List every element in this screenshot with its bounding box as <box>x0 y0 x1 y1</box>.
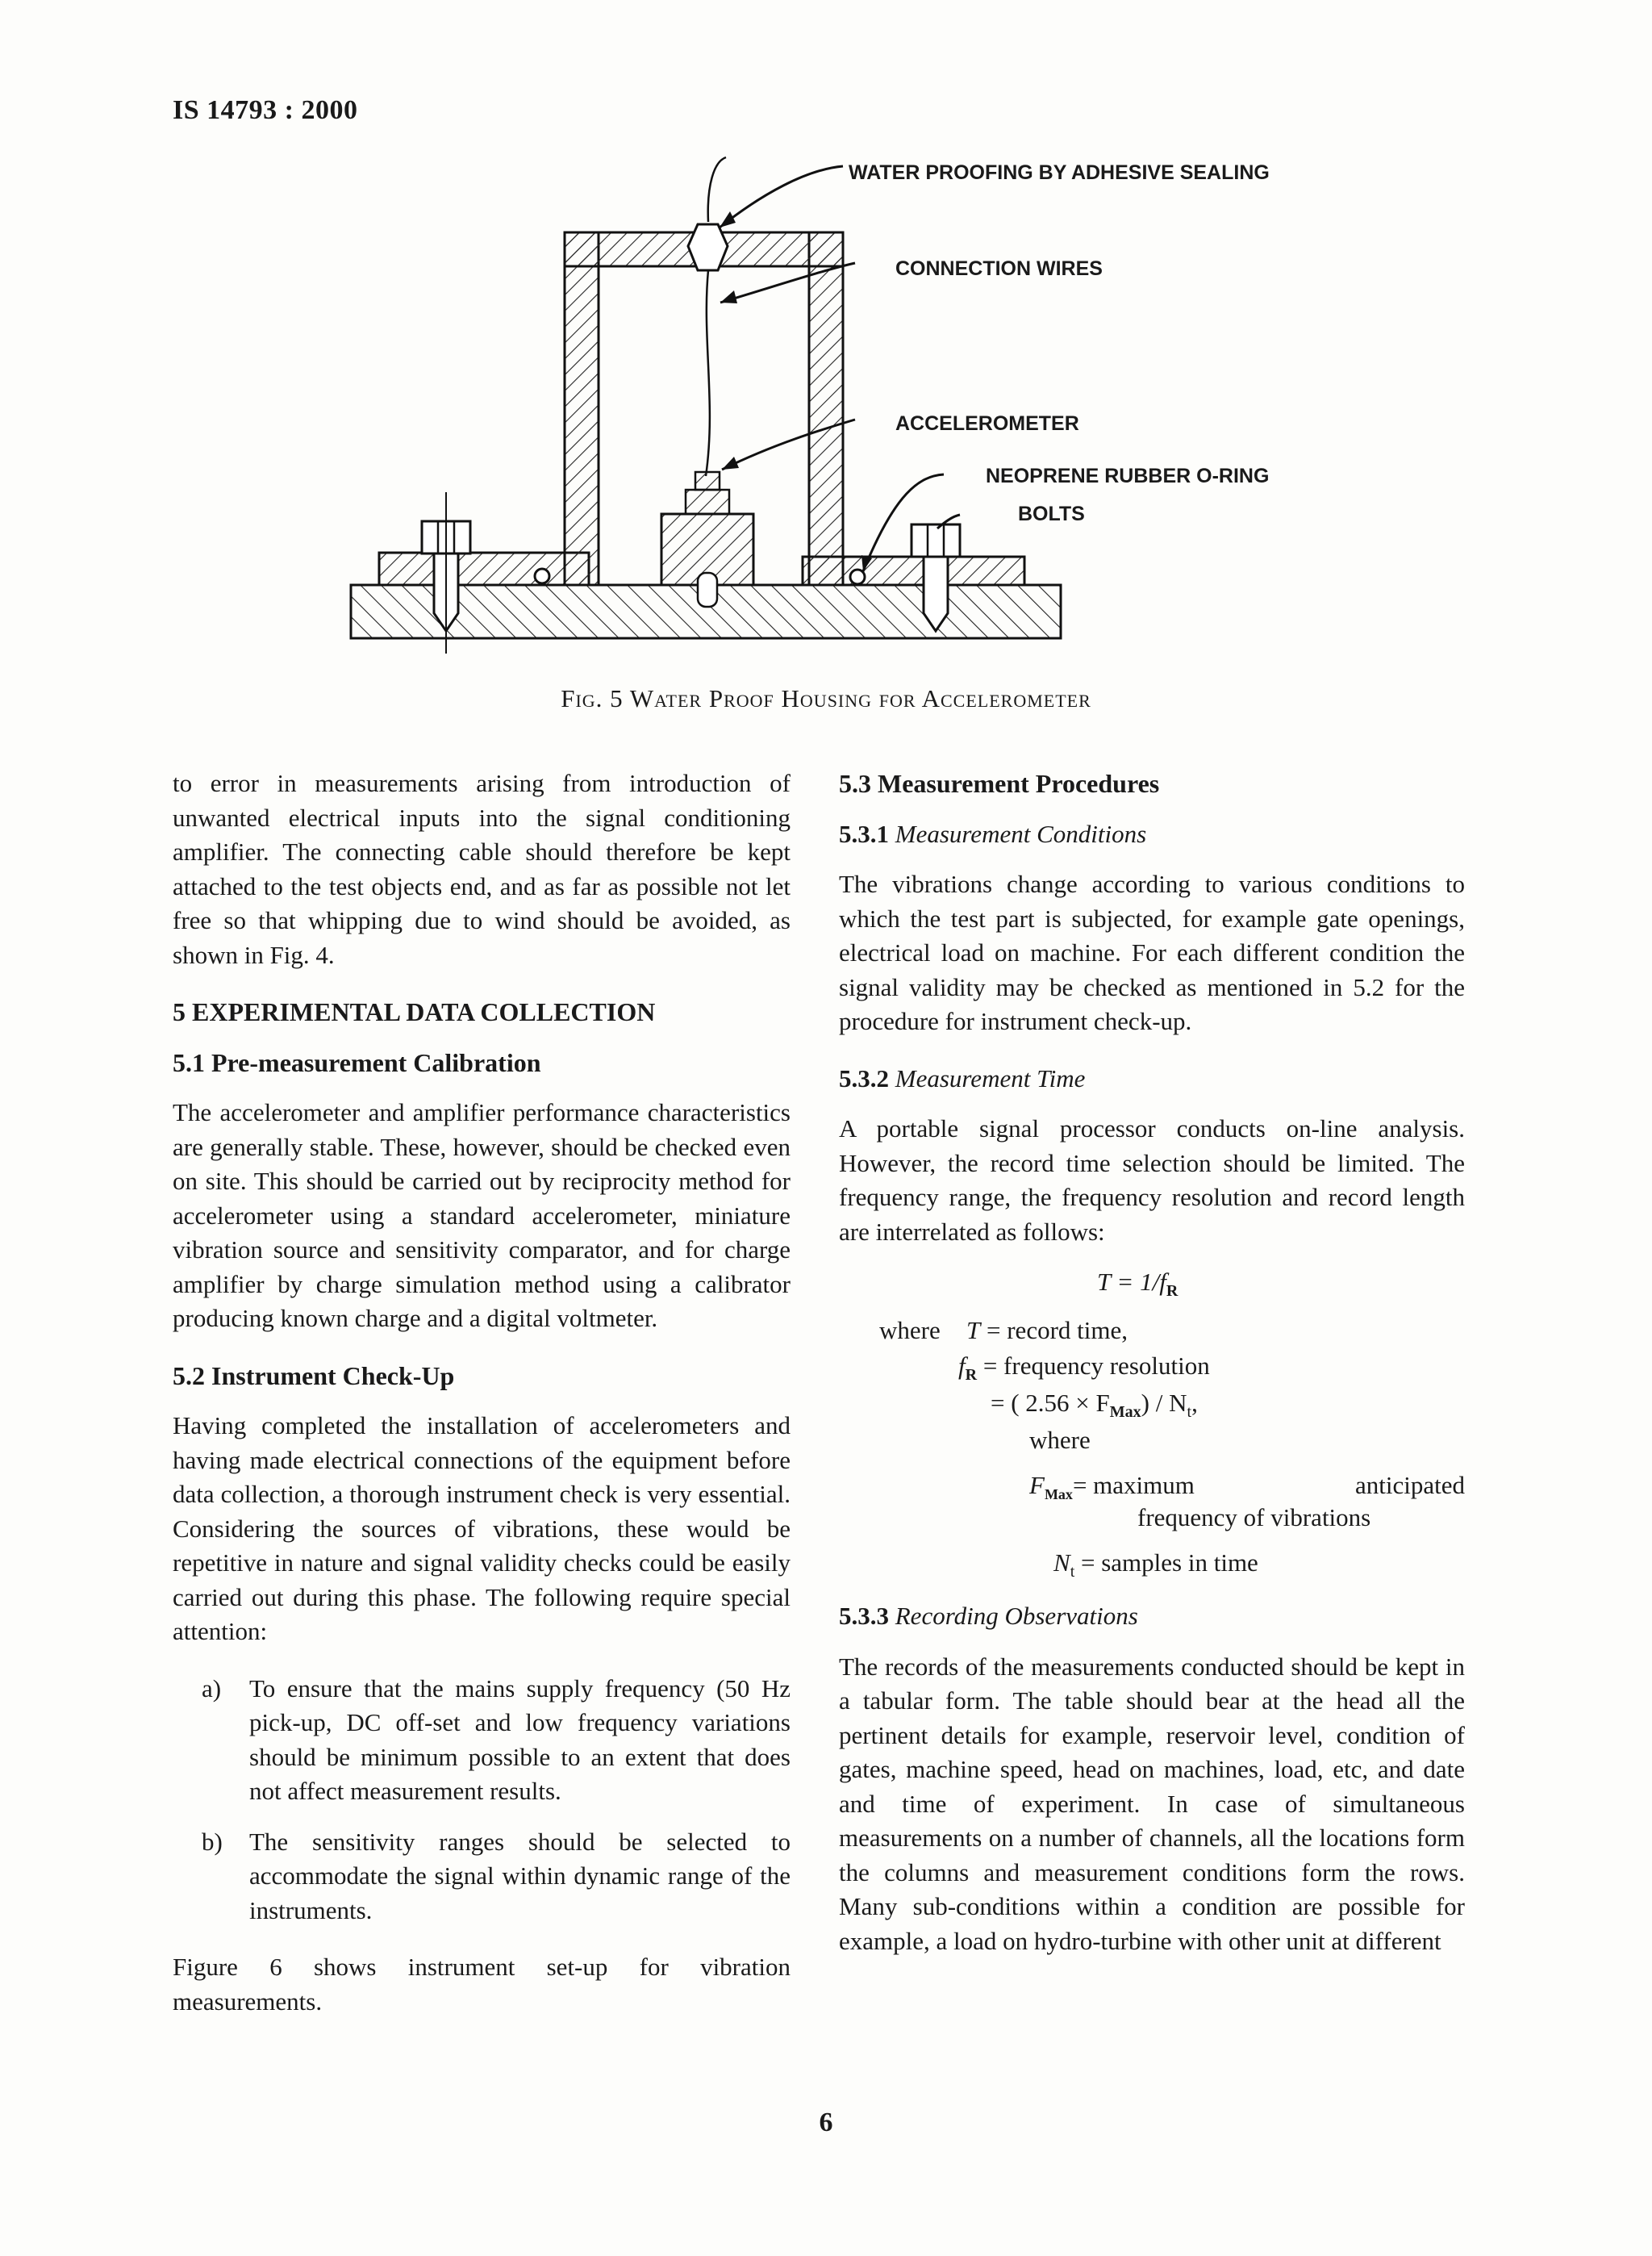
section-heading-5: 5 EXPERIMENTAL DATA COLLECTION <box>173 997 656 1026</box>
figure-caption: Fig. 5 Water Proof Housing for Accelerometer <box>561 684 1091 712</box>
Fmax-definition-2: frequency of vibrations <box>1137 1503 1371 1531</box>
variable-Nt: $N_t$ = samples in time <box>1053 1548 1258 1581</box>
variable-Fmax: $F_{Max}=$ maximum anticipated <box>1029 1471 1465 1503</box>
housing-left-wall <box>565 232 599 585</box>
paragraph-calibration: The accelerometer and amplifier performance characteristics are generally stable. These, however, should be checked even on site. This should be carried out by reciprocity method for accelerometer using a standard accelerometer, miniature vibration source and sensitivity comparator, and for charge amplifier by charge simulation method using a calibrator producing known charge and a digital voltmeter. <box>173 1098 791 1332</box>
paragraph-check-up: Having completed the installation of accelerometers and having made electrical connections of the equipment before data collection, a thorough instrument check is very essential. Considering the sources of vibrations, these would be repetitive in nature and signal validity checks could be easily carried out during this phase. The following require special attention: <box>173 1411 791 1645</box>
label-o-ring: NEOPRENE RUBBER O-RING <box>986 465 1270 487</box>
section-heading-5-3: 5.3 Measurement Procedures <box>839 769 1160 798</box>
subsection-number-5-3-1: 5.3.1 <box>839 819 889 848</box>
paragraph-conditions: The vibrations change according to various conditions to which the test part is subjected, for example gate openings, electrical load on machine. For each different condition the signal validity may be checked as mentioned in 5.2 for the procedure for instrument check-up. <box>839 870 1465 1035</box>
subsection-number-5-3-3: 5.3.3 <box>839 1602 889 1630</box>
section-heading-5-2: 5.2 Instrument Check-Up <box>173 1360 455 1390</box>
where-label-2: where <box>1029 1426 1091 1454</box>
figure-5-housing-diagram <box>323 137 1404 670</box>
subsection-title-5-3-3: Recording Observations <box>895 1602 1138 1630</box>
subsection-heading-5-3-1 <box>839 817 1465 852</box>
page-number: 6 <box>819 2108 833 2137</box>
paragraph-recording: The records of the measurements conducted should be kept in a tabular form. The table should bear at the head all the pertinent details for example, reservoir level, condition of gates, machine speed, head on machines, load, etc, and date and time of experiment. In case of simultaneous measurements on a number of channels, all the locations form the columns and measurement conditions form the rows. Many sub-conditions within a condition are possible for example, a load on hydro-turbine with other unit at different <box>839 1652 1465 1955</box>
paragraph-cable: to error in measurements arising from introduction of unwanted electrical inputs into the signal conditioning amplifier. The connecting cable should therefore be kept attached to the test objects end, and as far as possible not let free so that whipping due to wind should be avoided, as shown in Fig. 4. <box>173 769 791 969</box>
list-item-b <box>173 1825 791 1928</box>
label-waterproofing: WATER PROOFING BY ADHESIVE SEALING <box>849 161 1270 184</box>
where-label: where <box>879 1316 941 1344</box>
label-bolts: BOLTS <box>1018 503 1085 525</box>
paragraph-measurement-time: A portable signal processor conducts on-line analysis. However, the record time selection should be limited. The frequency range, the frequency resolution and record length are interrelated as follows: <box>839 1114 1465 1246</box>
equation-block <box>839 1249 1465 1596</box>
label-accelerometer: ACCELEROMETER <box>895 412 1079 435</box>
o-ring-right <box>850 570 865 584</box>
subsection-title-5-3-2: Measurement Time <box>895 1063 1086 1092</box>
o-ring-left <box>535 569 549 583</box>
equation-main: $T = 1/f_R$ <box>1097 1268 1179 1301</box>
left-column <box>173 767 791 2019</box>
document-header: IS 14793 : 2000 <box>173 95 358 125</box>
subsection-title-5-3-1: Measurement Conditions <box>895 819 1147 848</box>
paragraph-figure-6: Figure 6 shows instrument set-up for vibration measurements. <box>173 1953 791 2016</box>
list-text-a: To ensure that the mains supply frequency (50 Hz pick-up, DC off-set and low frequency variations should be minimum possible to an extent that does not affect measurement results. <box>249 1673 791 1805</box>
variable-fR: $f_R$ = frequency resolution <box>958 1352 1210 1385</box>
subsection-number-5-3-2: 5.3.2 <box>839 1063 889 1092</box>
section-heading-5-1: 5.1 Pre-measurement Calibration <box>173 1047 541 1077</box>
label-connection-wires: CONNECTION WIRES <box>895 257 1103 280</box>
equation-fR-formula: = ( $2.56 \times F_{Max}) / N_t$, <box>991 1389 1198 1422</box>
list-text-b: The sensitivity ranges should be selected to accommodate the signal within dynamic range of the instruments. <box>249 1827 791 1924</box>
subsection-heading-5-3-3 <box>839 1599 1465 1634</box>
list-item-a <box>173 1672 791 1809</box>
adhesive-seal <box>688 224 728 270</box>
list-marker-a: a) <box>202 1673 222 1702</box>
subsection-heading-5-3-2 <box>839 1062 1465 1097</box>
list-marker-b: b) <box>202 1827 223 1856</box>
connection-wire <box>706 157 726 476</box>
housing-right-wall <box>809 232 843 585</box>
right-column <box>839 767 1465 1958</box>
variable-T: T = record time, <box>966 1316 1128 1344</box>
